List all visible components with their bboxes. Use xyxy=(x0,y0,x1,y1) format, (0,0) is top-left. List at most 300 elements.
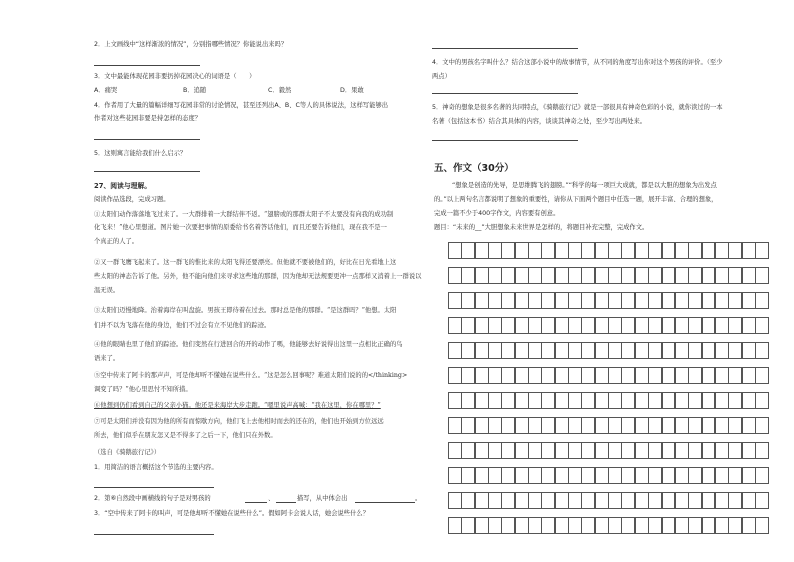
grid-cell[interactable] xyxy=(461,267,475,284)
grid-cell[interactable] xyxy=(448,367,462,384)
grid-cell[interactable] xyxy=(501,367,515,384)
grid-cell[interactable] xyxy=(541,342,555,359)
grid-cell[interactable] xyxy=(568,392,582,409)
grid-cell[interactable] xyxy=(715,392,729,409)
grid-cell[interactable] xyxy=(648,242,662,259)
grid-cell[interactable] xyxy=(568,467,582,484)
grid-cell[interactable] xyxy=(648,467,662,484)
grid-cell[interactable] xyxy=(662,242,676,259)
grid-cell[interactable] xyxy=(688,367,702,384)
grid-cell[interactable] xyxy=(448,342,462,359)
grid-cell[interactable] xyxy=(595,517,609,534)
grid-cell[interactable] xyxy=(715,242,729,259)
grid-cell[interactable] xyxy=(581,242,595,259)
grid-cell[interactable] xyxy=(675,492,689,509)
grid-cell[interactable] xyxy=(488,342,502,359)
grid-cell[interactable] xyxy=(662,442,676,459)
grid-cell[interactable] xyxy=(568,242,582,259)
grid-cell[interactable] xyxy=(595,417,609,434)
grid-cell[interactable] xyxy=(555,442,569,459)
grid-cell[interactable] xyxy=(595,492,609,509)
grid-cell[interactable] xyxy=(581,517,595,534)
grid-cell[interactable] xyxy=(541,267,555,284)
grid-cell[interactable] xyxy=(755,417,769,434)
grid-cell[interactable] xyxy=(528,267,542,284)
grid-cell[interactable] xyxy=(595,442,609,459)
grid-cell[interactable] xyxy=(581,292,595,309)
grid-cell[interactable] xyxy=(501,317,515,334)
grid-cell[interactable] xyxy=(555,417,569,434)
grid-cell[interactable] xyxy=(755,392,769,409)
grid-cell[interactable] xyxy=(702,442,716,459)
grid-cell[interactable] xyxy=(475,342,489,359)
grid-cell[interactable] xyxy=(555,267,569,284)
grid-cell[interactable] xyxy=(688,342,702,359)
grid-cell[interactable] xyxy=(635,442,649,459)
grid-cell[interactable] xyxy=(662,317,676,334)
grid-cell[interactable] xyxy=(488,267,502,284)
grid-cell[interactable] xyxy=(568,492,582,509)
grid-cell[interactable] xyxy=(688,242,702,259)
grid-cell[interactable] xyxy=(475,392,489,409)
grid-cell[interactable] xyxy=(568,417,582,434)
grid-cell[interactable] xyxy=(728,367,742,384)
grid-cell[interactable] xyxy=(621,342,635,359)
grid-cell[interactable] xyxy=(648,442,662,459)
grid-cell[interactable] xyxy=(555,242,569,259)
grid-cell[interactable] xyxy=(662,417,676,434)
grid-cell[interactable] xyxy=(541,517,555,534)
grid-cell[interactable] xyxy=(501,417,515,434)
grid-cell[interactable] xyxy=(461,367,475,384)
grid-cell[interactable] xyxy=(448,517,462,534)
grid-cell[interactable] xyxy=(488,392,502,409)
grid-cell[interactable] xyxy=(728,267,742,284)
grid-cell[interactable] xyxy=(595,292,609,309)
grid-cell[interactable] xyxy=(675,292,689,309)
grid-cell[interactable] xyxy=(488,492,502,509)
grid-cell[interactable] xyxy=(595,367,609,384)
grid-cell[interactable] xyxy=(488,292,502,309)
grid-cell[interactable] xyxy=(662,467,676,484)
grid-cell[interactable] xyxy=(621,392,635,409)
grid-cell[interactable] xyxy=(755,292,769,309)
grid-cell[interactable] xyxy=(648,367,662,384)
grid-cell[interactable] xyxy=(541,392,555,409)
grid-cell[interactable] xyxy=(461,292,475,309)
grid-cell[interactable] xyxy=(515,242,529,259)
option-b[interactable]: B．追随 xyxy=(183,87,207,94)
grid-cell[interactable] xyxy=(675,242,689,259)
grid-cell[interactable] xyxy=(702,317,716,334)
grid-cell[interactable] xyxy=(688,467,702,484)
grid-cell[interactable] xyxy=(755,267,769,284)
grid-cell[interactable] xyxy=(648,292,662,309)
grid-cell[interactable] xyxy=(621,267,635,284)
grid-cell[interactable] xyxy=(475,517,489,534)
grid-cell[interactable] xyxy=(488,517,502,534)
grid-cell[interactable] xyxy=(515,392,529,409)
grid-cell[interactable] xyxy=(715,292,729,309)
grid-cell[interactable] xyxy=(555,342,569,359)
grid-cell[interactable] xyxy=(541,467,555,484)
grid-cell[interactable] xyxy=(461,442,475,459)
grid-cell[interactable] xyxy=(662,342,676,359)
grid-cell[interactable] xyxy=(755,317,769,334)
grid-cell[interactable] xyxy=(501,267,515,284)
grid-cell[interactable] xyxy=(501,242,515,259)
grid-cell[interactable] xyxy=(528,242,542,259)
grid-cell[interactable] xyxy=(515,317,529,334)
grid-cell[interactable] xyxy=(461,492,475,509)
grid-cell[interactable] xyxy=(728,417,742,434)
grid-cell[interactable] xyxy=(621,417,635,434)
grid-cell[interactable] xyxy=(608,417,622,434)
grid-cell[interactable] xyxy=(595,242,609,259)
grid-cell[interactable] xyxy=(528,292,542,309)
grid-cell[interactable] xyxy=(635,517,649,534)
blank-3[interactable] xyxy=(355,502,415,503)
grid-cell[interactable] xyxy=(475,492,489,509)
grid-cell[interactable] xyxy=(702,417,716,434)
grid-cell[interactable] xyxy=(608,467,622,484)
blank-2[interactable] xyxy=(276,502,296,503)
grid-cell[interactable] xyxy=(675,367,689,384)
answer-line[interactable] xyxy=(432,93,578,94)
grid-cell[interactable] xyxy=(541,242,555,259)
grid-cell[interactable] xyxy=(568,292,582,309)
grid-cell[interactable] xyxy=(461,242,475,259)
grid-cell[interactable] xyxy=(635,392,649,409)
grid-cell[interactable] xyxy=(742,467,756,484)
grid-cell[interactable] xyxy=(448,242,462,259)
grid-cell[interactable] xyxy=(555,317,569,334)
grid-cell[interactable] xyxy=(715,317,729,334)
grid-cell[interactable] xyxy=(448,442,462,459)
grid-cell[interactable] xyxy=(742,342,756,359)
grid-cell[interactable] xyxy=(595,317,609,334)
grid-cell[interactable] xyxy=(528,442,542,459)
grid-cell[interactable] xyxy=(728,317,742,334)
grid-cell[interactable] xyxy=(755,442,769,459)
grid-cell[interactable] xyxy=(581,317,595,334)
grid-cell[interactable] xyxy=(675,467,689,484)
grid-cell[interactable] xyxy=(568,517,582,534)
grid-cell[interactable] xyxy=(608,492,622,509)
grid-cell[interactable] xyxy=(475,367,489,384)
grid-cell[interactable] xyxy=(715,492,729,509)
grid-cell[interactable] xyxy=(648,492,662,509)
grid-cell[interactable] xyxy=(621,517,635,534)
grid-cell[interactable] xyxy=(675,342,689,359)
grid-cell[interactable] xyxy=(515,367,529,384)
grid-cell[interactable] xyxy=(688,317,702,334)
grid-cell[interactable] xyxy=(515,442,529,459)
grid-cell[interactable] xyxy=(488,417,502,434)
grid-cell[interactable] xyxy=(621,467,635,484)
grid-cell[interactable] xyxy=(688,417,702,434)
grid-cell[interactable] xyxy=(475,267,489,284)
grid-cell[interactable] xyxy=(528,467,542,484)
grid-cell[interactable] xyxy=(742,442,756,459)
grid-cell[interactable] xyxy=(608,342,622,359)
answer-line[interactable] xyxy=(94,139,200,140)
grid-cell[interactable] xyxy=(621,292,635,309)
grid-cell[interactable] xyxy=(728,342,742,359)
grid-cell[interactable] xyxy=(662,492,676,509)
grid-cell[interactable] xyxy=(702,492,716,509)
grid-cell[interactable] xyxy=(448,267,462,284)
grid-cell[interactable] xyxy=(608,317,622,334)
grid-cell[interactable] xyxy=(528,317,542,334)
grid-cell[interactable] xyxy=(461,317,475,334)
grid-cell[interactable] xyxy=(555,467,569,484)
grid-cell[interactable] xyxy=(742,292,756,309)
grid-cell[interactable] xyxy=(461,392,475,409)
grid-cell[interactable] xyxy=(501,292,515,309)
grid-cell[interactable] xyxy=(608,242,622,259)
grid-cell[interactable] xyxy=(662,267,676,284)
option-c[interactable]: C．毅然 xyxy=(268,87,292,94)
grid-cell[interactable] xyxy=(461,417,475,434)
grid-cell[interactable] xyxy=(595,267,609,284)
grid-cell[interactable] xyxy=(475,467,489,484)
grid-cell[interactable] xyxy=(702,242,716,259)
grid-cell[interactable] xyxy=(742,392,756,409)
grid-cell[interactable] xyxy=(702,467,716,484)
grid-cell[interactable] xyxy=(675,417,689,434)
grid-cell[interactable] xyxy=(728,242,742,259)
grid-cell[interactable] xyxy=(448,467,462,484)
grid-cell[interactable] xyxy=(515,267,529,284)
grid-cell[interactable] xyxy=(715,467,729,484)
grid-cell[interactable] xyxy=(568,342,582,359)
grid-cell[interactable] xyxy=(688,292,702,309)
grid-cell[interactable] xyxy=(461,517,475,534)
grid-cell[interactable] xyxy=(702,392,716,409)
grid-cell[interactable] xyxy=(501,392,515,409)
grid-cell[interactable] xyxy=(635,342,649,359)
answer-line[interactable] xyxy=(94,534,214,535)
grid-cell[interactable] xyxy=(728,467,742,484)
grid-cell[interactable] xyxy=(715,267,729,284)
grid-cell[interactable] xyxy=(515,517,529,534)
blank-1[interactable] xyxy=(245,502,267,503)
grid-cell[interactable] xyxy=(581,467,595,484)
grid-cell[interactable] xyxy=(568,442,582,459)
grid-cell[interactable] xyxy=(581,267,595,284)
grid-cell[interactable] xyxy=(728,392,742,409)
grid-cell[interactable] xyxy=(475,292,489,309)
grid-cell[interactable] xyxy=(755,367,769,384)
grid-cell[interactable] xyxy=(675,517,689,534)
grid-cell[interactable] xyxy=(635,292,649,309)
grid-cell[interactable] xyxy=(541,367,555,384)
grid-cell[interactable] xyxy=(581,417,595,434)
grid-cell[interactable] xyxy=(568,267,582,284)
answer-line[interactable] xyxy=(432,140,578,141)
grid-cell[interactable] xyxy=(581,442,595,459)
grid-cell[interactable] xyxy=(488,317,502,334)
grid-cell[interactable] xyxy=(475,317,489,334)
grid-cell[interactable] xyxy=(541,417,555,434)
grid-cell[interactable] xyxy=(702,517,716,534)
answer-line[interactable] xyxy=(94,171,200,172)
grid-cell[interactable] xyxy=(501,492,515,509)
grid-cell[interactable] xyxy=(621,242,635,259)
grid-cell[interactable] xyxy=(515,417,529,434)
grid-cell[interactable] xyxy=(648,517,662,534)
grid-cell[interactable] xyxy=(635,467,649,484)
grid-cell[interactable] xyxy=(528,417,542,434)
grid-cell[interactable] xyxy=(555,392,569,409)
grid-cell[interactable] xyxy=(675,442,689,459)
grid-cell[interactable] xyxy=(568,367,582,384)
grid-cell[interactable] xyxy=(595,342,609,359)
grid-cell[interactable] xyxy=(501,517,515,534)
grid-cell[interactable] xyxy=(515,342,529,359)
grid-cell[interactable] xyxy=(555,292,569,309)
grid-cell[interactable] xyxy=(488,242,502,259)
grid-cell[interactable] xyxy=(461,342,475,359)
grid-cell[interactable] xyxy=(555,367,569,384)
grid-cell[interactable] xyxy=(581,367,595,384)
grid-cell[interactable] xyxy=(608,267,622,284)
grid-cell[interactable] xyxy=(635,317,649,334)
grid-cell[interactable] xyxy=(528,517,542,534)
grid-cell[interactable] xyxy=(715,367,729,384)
grid-cell[interactable] xyxy=(728,517,742,534)
grid-cell[interactable] xyxy=(541,317,555,334)
grid-cell[interactable] xyxy=(515,292,529,309)
grid-cell[interactable] xyxy=(555,517,569,534)
grid-cell[interactable] xyxy=(648,317,662,334)
grid-cell[interactable] xyxy=(541,442,555,459)
grid-cell[interactable] xyxy=(648,342,662,359)
grid-cell[interactable] xyxy=(528,342,542,359)
grid-cell[interactable] xyxy=(662,292,676,309)
grid-cell[interactable] xyxy=(515,467,529,484)
grid-cell[interactable] xyxy=(688,492,702,509)
grid-cell[interactable] xyxy=(621,367,635,384)
grid-cell[interactable] xyxy=(448,317,462,334)
grid-cell[interactable] xyxy=(635,267,649,284)
grid-cell[interactable] xyxy=(742,492,756,509)
grid-cell[interactable] xyxy=(755,492,769,509)
grid-cell[interactable] xyxy=(608,517,622,534)
grid-cell[interactable] xyxy=(608,442,622,459)
grid-cell[interactable] xyxy=(541,492,555,509)
grid-cell[interactable] xyxy=(515,492,529,509)
grid-cell[interactable] xyxy=(488,467,502,484)
grid-cell[interactable] xyxy=(475,242,489,259)
grid-cell[interactable] xyxy=(528,392,542,409)
grid-cell[interactable] xyxy=(742,417,756,434)
grid-cell[interactable] xyxy=(755,517,769,534)
grid-cell[interactable] xyxy=(688,442,702,459)
grid-cell[interactable] xyxy=(528,367,542,384)
grid-cell[interactable] xyxy=(635,492,649,509)
grid-cell[interactable] xyxy=(488,367,502,384)
grid-cell[interactable] xyxy=(742,517,756,534)
grid-cell[interactable] xyxy=(742,317,756,334)
grid-cell[interactable] xyxy=(728,292,742,309)
grid-cell[interactable] xyxy=(702,292,716,309)
grid-cell[interactable] xyxy=(688,517,702,534)
grid-cell[interactable] xyxy=(581,492,595,509)
grid-cell[interactable] xyxy=(621,317,635,334)
grid-cell[interactable] xyxy=(608,367,622,384)
grid-cell[interactable] xyxy=(728,492,742,509)
grid-cell[interactable] xyxy=(675,267,689,284)
grid-cell[interactable] xyxy=(675,392,689,409)
grid-cell[interactable] xyxy=(635,367,649,384)
grid-cell[interactable] xyxy=(448,492,462,509)
grid-cell[interactable] xyxy=(648,392,662,409)
grid-cell[interactable] xyxy=(448,292,462,309)
grid-cell[interactable] xyxy=(475,442,489,459)
grid-cell[interactable] xyxy=(501,467,515,484)
grid-cell[interactable] xyxy=(581,392,595,409)
grid-cell[interactable] xyxy=(501,442,515,459)
grid-cell[interactable] xyxy=(728,442,742,459)
answer-line[interactable] xyxy=(94,65,200,66)
grid-cell[interactable] xyxy=(702,342,716,359)
grid-cell[interactable] xyxy=(595,392,609,409)
grid-cell[interactable] xyxy=(755,467,769,484)
grid-cell[interactable] xyxy=(662,392,676,409)
grid-cell[interactable] xyxy=(702,267,716,284)
grid-cell[interactable] xyxy=(715,442,729,459)
grid-cell[interactable] xyxy=(715,417,729,434)
grid-cell[interactable] xyxy=(621,442,635,459)
answer-line[interactable] xyxy=(432,48,578,49)
grid-cell[interactable] xyxy=(635,242,649,259)
grid-cell[interactable] xyxy=(541,292,555,309)
grid-cell[interactable] xyxy=(675,317,689,334)
grid-cell[interactable] xyxy=(715,342,729,359)
grid-cell[interactable] xyxy=(688,267,702,284)
grid-cell[interactable] xyxy=(648,267,662,284)
grid-cell[interactable] xyxy=(742,267,756,284)
grid-cell[interactable] xyxy=(608,392,622,409)
grid-cell[interactable] xyxy=(621,492,635,509)
option-d[interactable]: D．果敢 xyxy=(340,87,364,94)
grid-cell[interactable] xyxy=(755,342,769,359)
grid-cell[interactable] xyxy=(608,292,622,309)
grid-cell[interactable] xyxy=(755,242,769,259)
grid-cell[interactable] xyxy=(581,342,595,359)
grid-cell[interactable] xyxy=(448,392,462,409)
grid-cell[interactable] xyxy=(715,517,729,534)
grid-cell[interactable] xyxy=(662,367,676,384)
grid-cell[interactable] xyxy=(662,517,676,534)
answer-line[interactable] xyxy=(94,487,214,488)
grid-cell[interactable] xyxy=(702,367,716,384)
option-a[interactable]: A．痛哭 xyxy=(94,87,118,94)
grid-cell[interactable] xyxy=(475,417,489,434)
grid-cell[interactable] xyxy=(461,467,475,484)
grid-cell[interactable] xyxy=(742,242,756,259)
grid-cell[interactable] xyxy=(742,367,756,384)
grid-cell[interactable] xyxy=(555,492,569,509)
grid-cell[interactable] xyxy=(528,492,542,509)
grid-cell[interactable] xyxy=(648,417,662,434)
grid-cell[interactable] xyxy=(448,417,462,434)
grid-cell[interactable] xyxy=(488,442,502,459)
grid-cell[interactable] xyxy=(595,467,609,484)
grid-cell[interactable] xyxy=(568,317,582,334)
